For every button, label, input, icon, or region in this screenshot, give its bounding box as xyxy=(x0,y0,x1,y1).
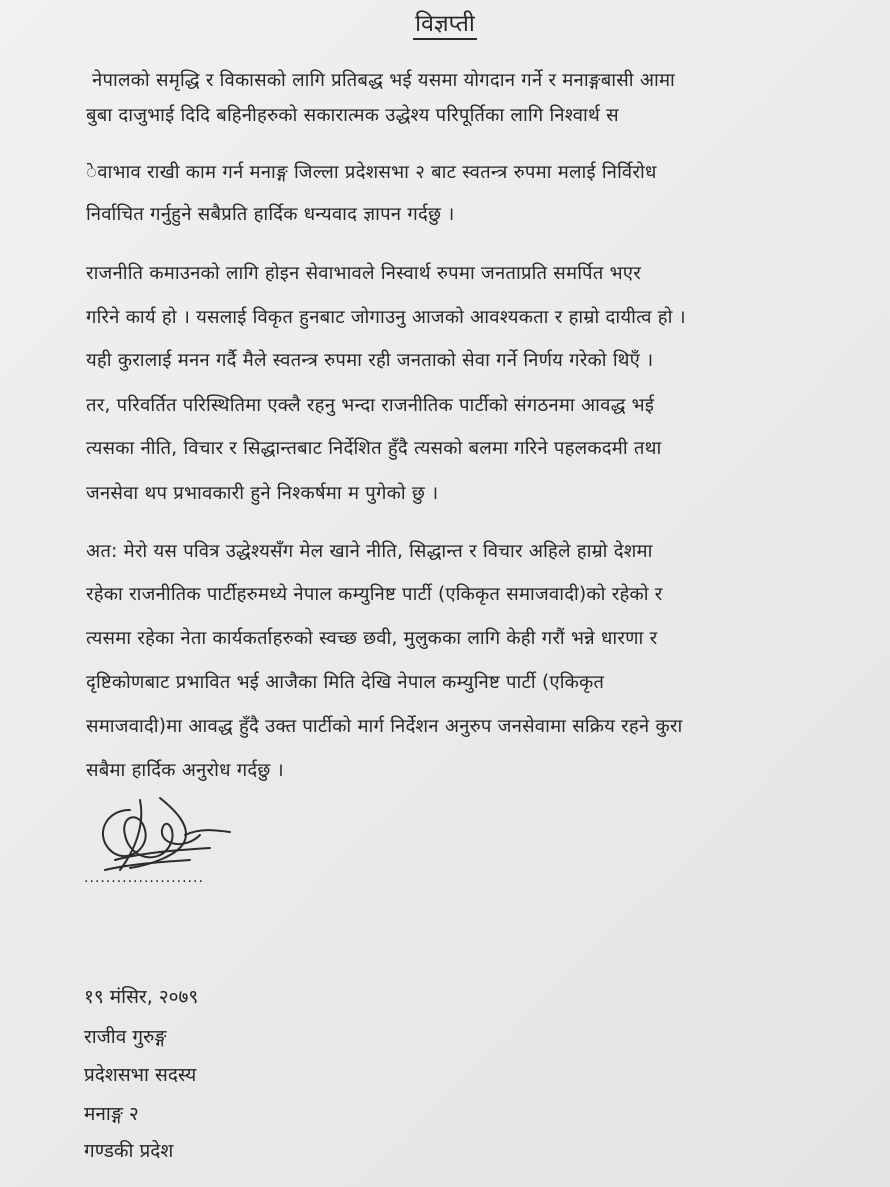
paragraph-3-line-3: त्यसमा रहेका नेता कार्यकर्ताहरुको स्वच्छ छवी, मुलुकका लागि केही गरौं भन्ने धारणा र xyxy=(86,628,658,649)
paragraph-2-line-3: यही कुरालाई मनन गर्दै मैले स्वतन्त्र रुपमा रही जनताको सेवा गर्ने निर्णय गरेको थिएँ । xyxy=(86,350,654,371)
paragraph-2-line-2: गरिने कार्य हो । यसलाई विकृत हुनबाट जोगाउनु आजको आवश्यकता र हाम्रो दायीत्व हो । xyxy=(86,307,686,328)
document-title-text: विज्ञप्ती xyxy=(413,11,477,40)
signature-scribble xyxy=(90,790,240,880)
paragraph-3-line-1: अत: मेरो यस पवित्र उद्धेश्यसँग मेल खाने नीति, सिद्धान्त र विचार अहिले हाम्रो देशमा xyxy=(86,541,653,562)
paragraph-2-line-4: तर, परिवर्तित परिस्थितिमा एक्लै रहनु भन्दा राजनीतिक पार्टीको संगठनमा आवद्ध भई xyxy=(86,395,655,416)
paragraph-3-line-4: दृष्टिकोणबाट प्रभावित भई आजैका मिति देखि नेपाल कम्युनिष्ट पार्टी (एकिकृत xyxy=(86,672,605,693)
paragraph-1-line-3: ेवाभाव राखी काम गर्न मनाङ्ग जिल्ला प्रदेशसभा २ बाट स्वतन्त्र रुपमा मलाई निर्विरोध xyxy=(86,162,657,183)
footer-province: गण्डकी प्रदेश xyxy=(84,1140,174,1162)
footer-position: प्रदेशसभा सदस्य xyxy=(84,1064,197,1086)
paragraph-2-line-5: त्यसका नीति, विचार र सिद्धान्तबाट निर्देशित हुँदै त्यसको बलमा गरिने पहलकदमी तथा xyxy=(86,438,662,459)
paragraph-1-line-1: नेपालको समृद्धि र विकासको लागि प्रतिबद्ध भई यसमा योगदान गर्ने र मनाङ्गबासी आमा xyxy=(92,70,676,91)
paragraph-3-line-6: सबैमा हार्दिक अनुरोध गर्दछु । xyxy=(86,760,284,781)
paragraph-2-line-1: राजनीति कमाउनको लागि होइन सेवाभावले निस्वार्थ रुपमा जनताप्रति समर्पित भएर xyxy=(86,263,641,284)
paragraph-3-line-5: समाजवादी)मा आवद्ध हुँदै उक्त पार्टीको मार्ग निर्देशन अनुरुप जनसेवामा सक्रिय रहने कुरा xyxy=(86,716,683,737)
footer-name: राजीव गुरुङ्ग xyxy=(84,1026,167,1048)
footer-constituency: मनाङ्ग २ xyxy=(84,1103,139,1125)
paragraph-1-line-2: बुबा दाजुभाई दिदि बहिनीहरुको सकारात्मक उद्धेश्य परिपूर्तिका लागि निश्वार्थ स xyxy=(86,105,619,126)
signature-dotted-line: ...................... xyxy=(84,870,204,886)
paragraph-3-line-2: रहेका राजनीतिक पार्टीहरुमध्ये नेपाल कम्युनिष्ट पार्टी (एकिकृत समाजवादी)को रहेको र xyxy=(86,584,663,605)
paragraph-1-line-4: निर्वाचित गर्नुहुने सबैप्रति हार्दिक धन्यवाद ज्ञापन गर्दछु । xyxy=(86,204,455,225)
footer-date: १९ मंसिर, २०७९ xyxy=(84,986,199,1008)
document-title xyxy=(0,8,890,40)
paragraph-2-line-6: जनसेवा थप प्रभावकारी हुने निश्कर्षमा म पुगेको छु । xyxy=(86,483,439,504)
